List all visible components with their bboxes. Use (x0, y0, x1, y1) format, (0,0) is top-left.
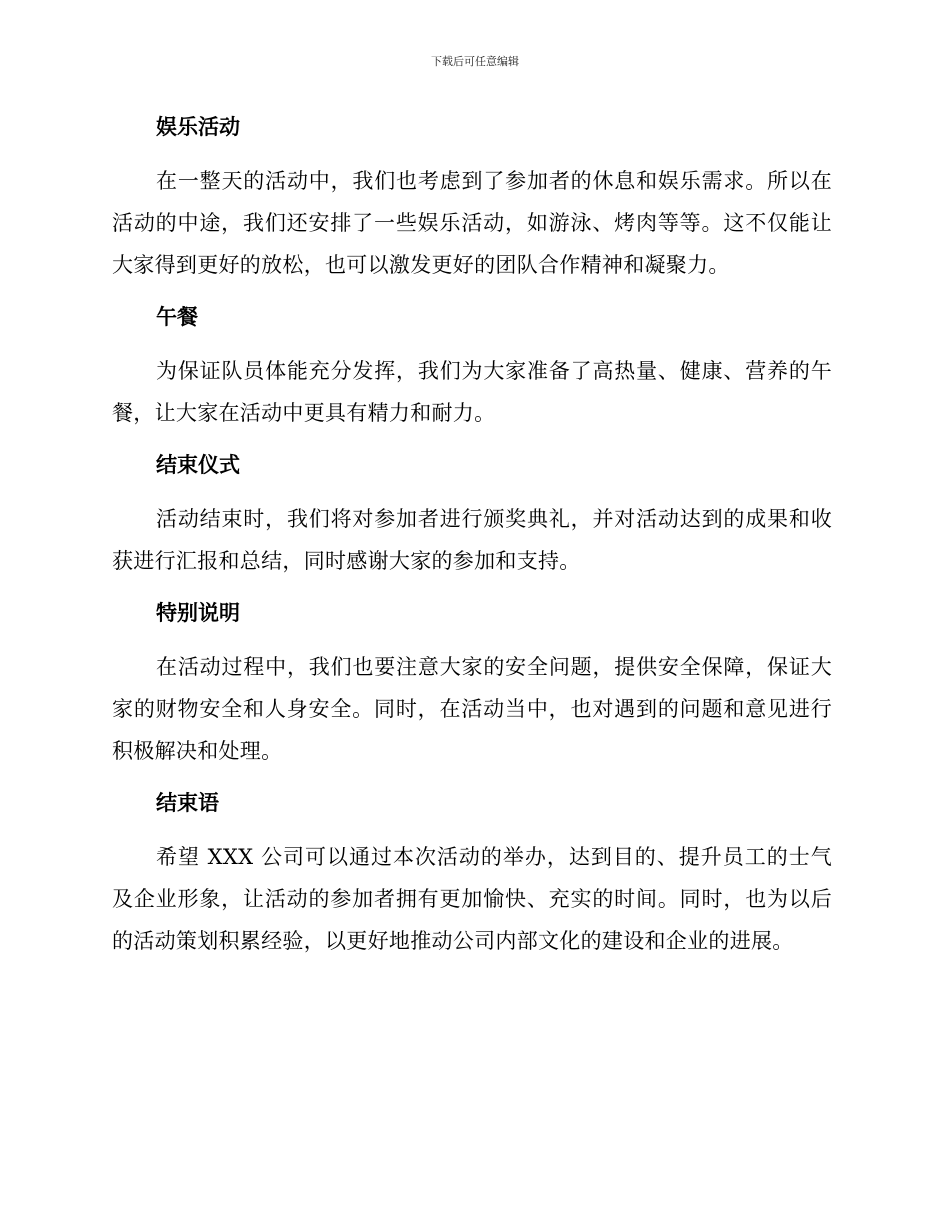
section-special-notes (112, 594, 832, 772)
section-heading: 特别说明 (156, 601, 240, 625)
section-closing-ceremony (112, 446, 832, 582)
section-conclusion (112, 784, 832, 962)
section-paragraph: 希望 XXX 公司可以通过本次活动的举办，达到目的、提升员工的士气及企业形象，让活动的参加者拥有更加愉快、充实的时间。同时，也为以后的活动策划积累经验，以更好地推动公司内部文化的建设和企业的进展。 (112, 845, 832, 953)
section-paragraph: 为保证队员体能充分发挥，我们为大家准备了高热量、健康、营养的午餐，让大家在活动中更具有精力和耐力。 (112, 359, 832, 425)
section-entertainment (112, 108, 832, 286)
section-heading: 娱乐活动 (156, 115, 240, 139)
section-lunch (112, 298, 832, 434)
section-heading: 午餐 (156, 305, 198, 329)
page-header: 下载后可任意编辑 (431, 55, 519, 68)
document-body (112, 108, 832, 974)
section-heading: 结束语 (156, 791, 219, 815)
section-paragraph: 活动结束时，我们将对参加者进行颁奖典礼，并对活动达到的成果和收获进行汇报和总结，同时感谢大家的参加和支持。 (112, 507, 832, 573)
section-paragraph: 在一整天的活动中，我们也考虑到了参加者的休息和娱乐需求。所以在活动的中途，我们还安排了一些娱乐活动，如游泳、烤肉等等。这不仅能让大家得到更好的放松，也可以激发更好的团队合作精神和凝聚力。 (112, 169, 832, 277)
section-paragraph: 在活动过程中，我们也要注意大家的安全问题，提供安全保障，保证大家的财物安全和人身安全。同时，在活动当中，也对遇到的问题和意见进行积极解决和处理。 (112, 655, 832, 763)
section-heading: 结束仪式 (156, 453, 240, 477)
